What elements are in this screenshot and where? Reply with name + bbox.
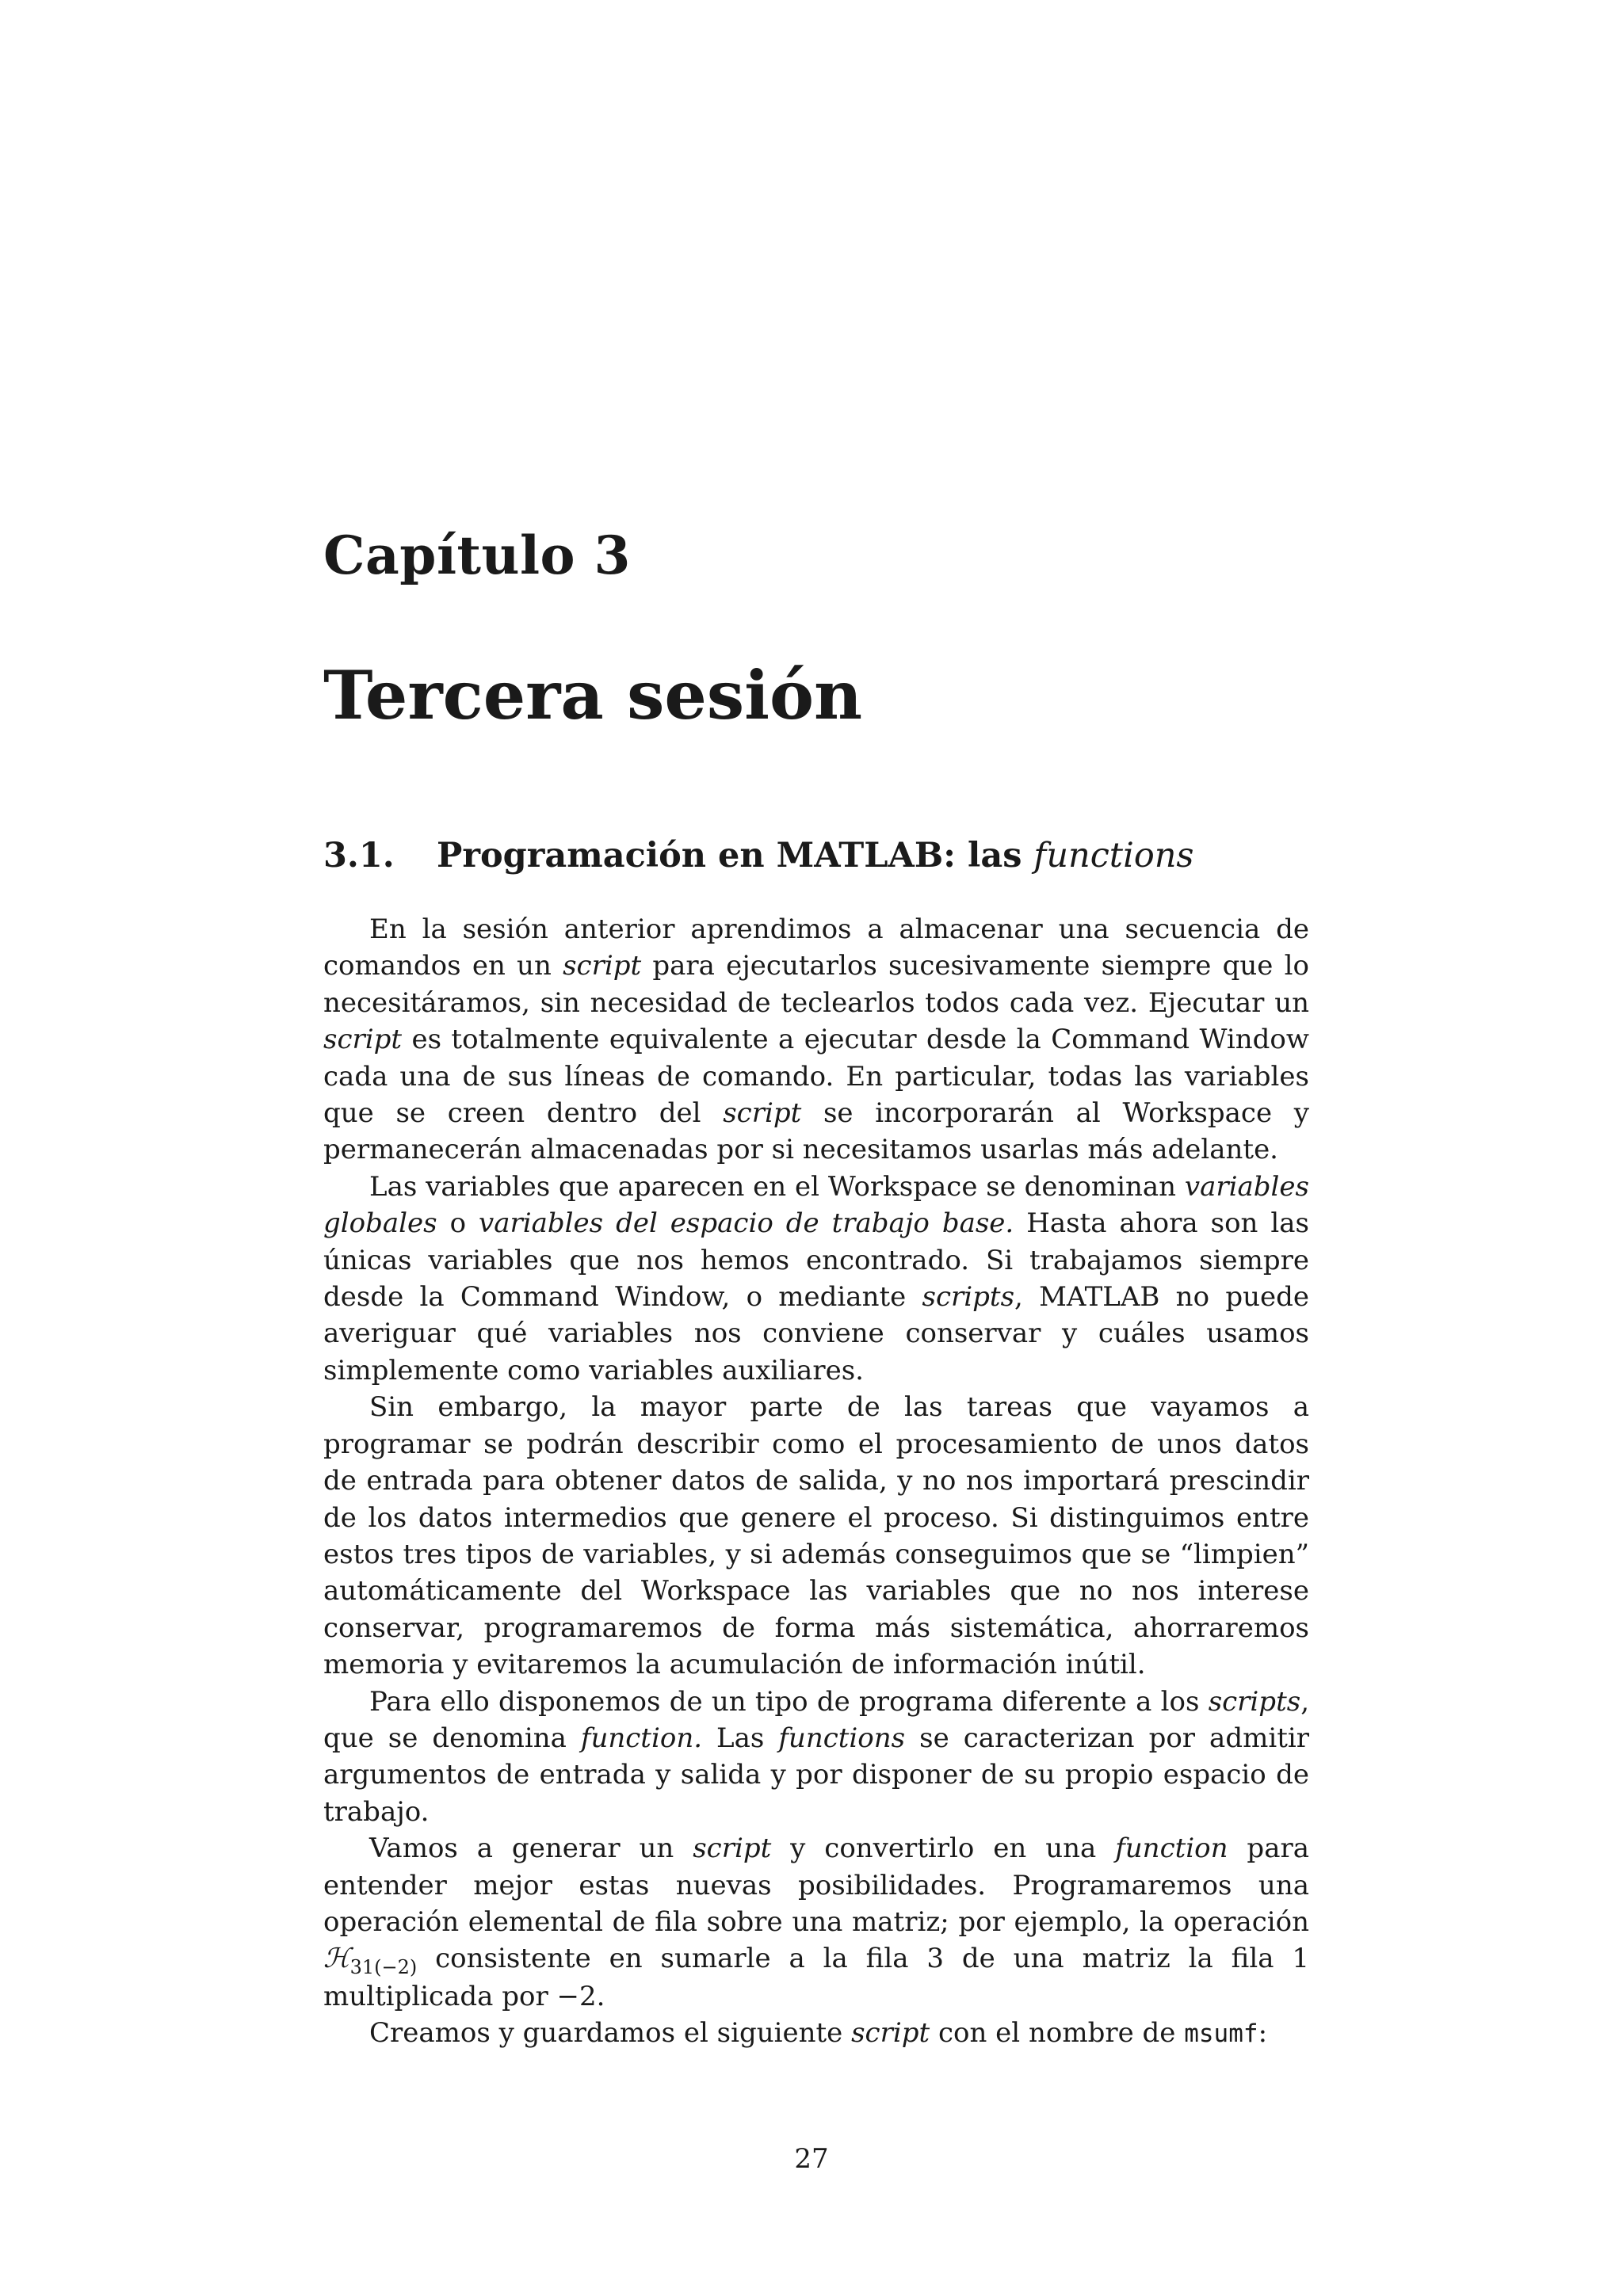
text-segment: Sin embargo, la mayor parte de las tareas que vayamos a programar se podrán describir como el procesamiento de unos datos de entrada para obtener datos de salida, y no nos importará prescindir de los datos intermedios que genere el proceso. Si distinguimos entre estos tres tipos de variables, y si además conseguimos que se “limpien” automáticamente del Workspace las variables que no nos interese conservar, programaremos de forma más sistemática, ahorraremos memoria y evitaremos la acumulación de información inútil. (323, 1391, 1309, 1681)
text-segment: : (1258, 2017, 1268, 2050)
page-number: 27 (794, 2143, 829, 2175)
text-segment: script (723, 1097, 802, 1130)
text-segment: Hasta ahora son las únicas variables que nos hemos encontrado. Si trabajamos siempre desde la Command Window, o mediante (323, 1207, 1310, 1314)
chapter-title: Tercera sesión (323, 656, 863, 734)
paragraph (323, 1830, 1309, 2015)
text-segment: script (693, 1833, 772, 1865)
paragraph (323, 1684, 1309, 1831)
text-segment: msumf (1184, 2019, 1258, 2049)
text-segment: consistente en sumarle a la fila 3 de una matriz la fila 1 multiplicada por −2. (323, 1943, 1309, 2012)
paragraph (323, 2015, 1309, 2052)
text-segment: ℋ (323, 1944, 350, 1974)
text-segment: Las variables que aparecen en el Workspace se denominan (369, 1170, 1185, 1203)
text-segment: script (323, 1024, 403, 1056)
text-segment: o (437, 1207, 479, 1240)
text-segment: function. (580, 1722, 703, 1754)
text-segment: functions (778, 1722, 906, 1754)
text-segment: Creamos y guardamos el siguiente (369, 2017, 852, 2050)
text-segment: Para ello disponemos de un tipo de programa diferente a los (369, 1685, 1209, 1718)
text-segment: Vamos a generar un (369, 1833, 693, 1865)
text-segment: es totalmente equivalente a ejecutar desde la Command Window cada una de sus líneas de comando. En particular, todas las variables que se creen dentro del (323, 1024, 1309, 1130)
paragraph (323, 1169, 1309, 1389)
chapter-label: Capítulo 3 (323, 524, 631, 586)
paragraph (323, 1389, 1309, 1683)
text-segment: con el nombre de (930, 2017, 1185, 2050)
text-segment: scripts (922, 1281, 1015, 1314)
text-segment: Las (702, 1722, 779, 1754)
text-segment: script (851, 2017, 930, 2050)
section-heading (323, 836, 1194, 875)
text-segment: function (1115, 1833, 1228, 1865)
text-segment: variables globales (323, 1170, 1309, 1240)
text-segment: script (563, 950, 642, 982)
section-title: Programación en MATLAB: las (437, 836, 1022, 875)
section-title-italic: functions (1033, 836, 1194, 875)
text-segment: scripts (1208, 1685, 1301, 1718)
text-segment: para entender mejor estas nuevas posibilidades. Programaremos una operación elemental de fila sobre una matriz; por ejemplo, la operación (323, 1833, 1309, 1938)
section-number: 3.1. (323, 836, 395, 875)
text-segment: y convertirlo en una (771, 1833, 1116, 1865)
text-segment: se incorporarán al Workspace y permanecerán almacenadas por si necesitamos usarlas más adelante. (323, 1097, 1309, 1166)
text-segment: , que se denomina (323, 1685, 1309, 1754)
text-segment: , MATLAB no puede averiguar qué variables nos conviene conservar y cuáles usamos simplemente como variables auxiliares. (323, 1281, 1309, 1386)
text-segment: variables del espacio de trabajo base. (479, 1207, 1014, 1240)
text-segment: En la sesión anterior aprendimos a almacenar una secuencia de comandos en un (323, 913, 1309, 982)
text-segment: 31(−2) (349, 1956, 418, 1979)
text-segment: para ejecutarlos sucesivamente siempre que lo necesitáramos, sin necesidad de teclearlos todos cada vez. Ejecutar un (323, 950, 1309, 1019)
body-text (323, 911, 1309, 2053)
paragraph (323, 911, 1309, 1169)
text-segment: se caracterizan por admitir argumentos de entrada y salida y por disponer de su propio espacio de trabajo. (323, 1722, 1309, 1828)
